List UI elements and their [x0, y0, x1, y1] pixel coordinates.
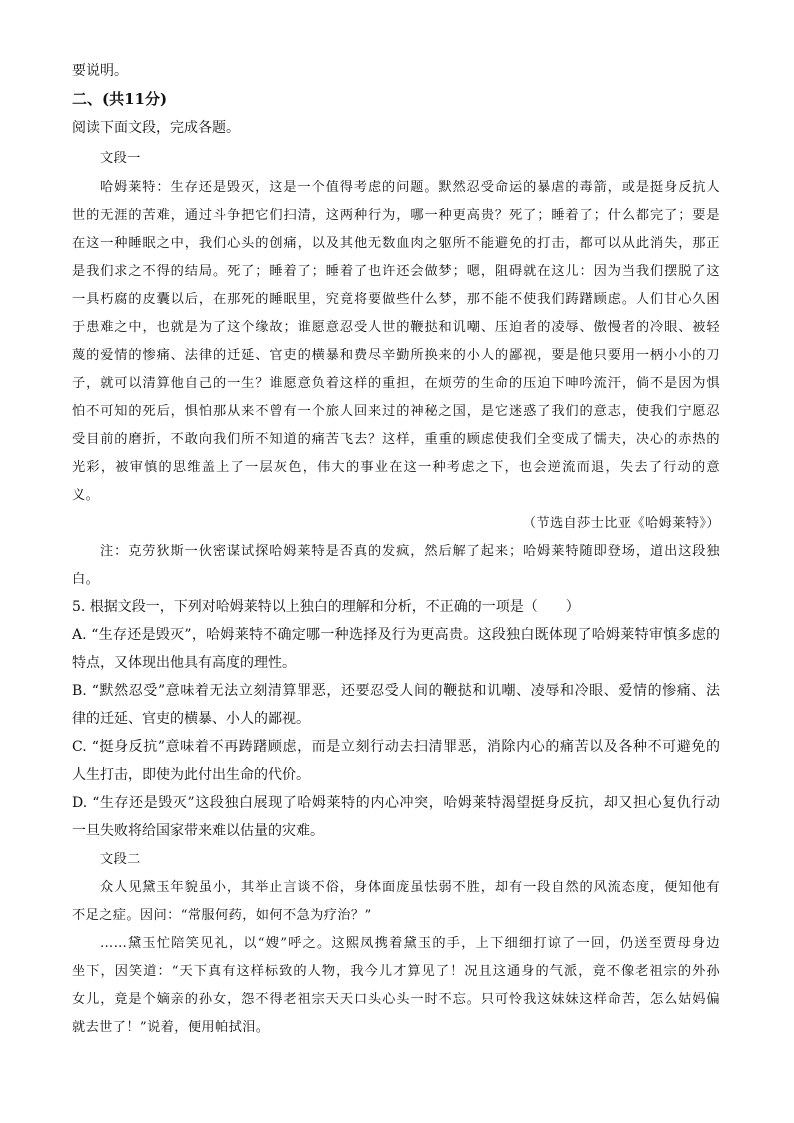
passage2-line: 就去世了！”说着，便用帕拭泪。	[72, 1020, 270, 1035]
question5-option-d: 一旦失败将给国家带来难以估量的灾难。	[72, 823, 324, 839]
instruction-text: 阅读下面文段，完成各题。	[72, 120, 240, 136]
passage2-line: ……黛玉忙陪笑见礼，以“嫂”呼之。这熙凤携着黛玉的手，上下细细打谅了一回，仍送至贾母身边	[100, 936, 720, 951]
passage1-line: 蔑的爱情的惨痛、法律的迁延、官吏的横暴和费尽辛勤所换来的小人的鄙视，要是他只要用一柄小小的刀	[72, 348, 720, 363]
passage1-note: 白。	[72, 572, 100, 587]
question5-option-a: A. “生存还是毁灭”，哈姆莱特不确定哪一种选择及行为更高贵。这段独白既体现了哈姆莱特审慎多虑的	[72, 627, 720, 643]
passage1-line: 是我们求之不得的结局。死了；睡着了；睡着了也许还会做梦；嗯，阻碍就在这儿：因为当我们摆脱了这	[72, 264, 720, 279]
passage2-line: 众人见黛玉年貌虽小，其举止言谈不俗，身体面庞虽怯弱不胜，却有一段自然的风流态度，便知他有	[100, 880, 720, 895]
question5-option-b: 律的迁延、官吏的横暴、小人的鄙视。	[72, 711, 310, 727]
question5-option-c: 人生打击，即使为此付出生命的代价。	[72, 767, 310, 783]
continued-text: 要说明。	[72, 63, 128, 79]
passage2-line: 不足之症。因问：“常服何药，如何不急为疗治？”	[72, 908, 372, 923]
passage2-label: 文段二	[100, 852, 141, 867]
question5-option-d: D. “生存还是毁灭”这段独白展现了哈姆莱特的内心冲突，哈姆莱特渴望挺身反抗，却又担心复仇行动	[72, 795, 720, 811]
passage1-line: 光彩，被审慎的思维盖上了一层灰色，伟大的事业在这一种考虑之下，也会逆流而退，失去了行动的意	[72, 460, 720, 475]
passage1-line: 一具朽腐的皮囊以后，在那死的睡眠里，究竟将要做些什么梦，那不能不使我们踌躇顾虑。人们甘心久困	[72, 292, 720, 307]
passage1-line: 世的无涯的苦难，通过斗争把它们扫清，这两种行为，哪一种更高贵？死了；睡着了；什么都完了；要是	[72, 208, 720, 223]
passage2-line: 坐下，因笑道：“天下真有这样标致的人物，我今儿才算见了！况且这通身的气派，竟不像老祖宗的外孙	[72, 964, 720, 979]
passage1-note: 注：克劳狄斯一伙密谋试探哈姆莱特是否真的发疯，然后解了起来；哈姆莱特随即登场，道出这段独	[100, 544, 720, 559]
question5-option-b: B. “默然忍受”意味着无法立刻清算罪恶，还要忍受人间的鞭挞和讥嘲、凌辱和冷眼、爱情的惨痛、法	[72, 683, 720, 699]
passage1-line: 子，就可以清算他自己的一生？谁愿意负着这样的重担，在烦劳的生命的压迫下呻吟流汗，倘不是因为惧	[72, 376, 720, 391]
passage2-line: 女儿，竟是个嫡亲的孙女，怨不得老祖宗天天口头心头一时不忘。只可怜我这妹妹这样命苦，怎么姑妈偏	[72, 992, 720, 1007]
passage1-line: 哈姆莱特：生存还是毁灭，这是一个值得考虑的问题。默然忍受命运的暴虐的毒箭，或是挺身反抗人	[100, 180, 720, 195]
passage1-line: 在这一种睡眠之中，我们心头的创痛，以及其他无数血肉之躯所不能避免的打击，都可以从此消失，那正	[72, 236, 720, 251]
passage1-line: 受目前的磨折，不敢向我们所不知道的痛苦飞去？这样，重重的顾虑使我们全变成了懦夫，决心的赤热的	[72, 432, 720, 447]
passage1-line: 义。	[72, 488, 100, 503]
passage1-label: 文段一	[100, 151, 141, 166]
passage1-source: （节选自莎士比亚《哈姆莱特》）	[522, 516, 720, 531]
question5-stem: 5. 根据文段一，下列对哈姆莱特以上独白的理解和分析，不正确的一项是（ ）	[72, 599, 580, 615]
passage1-line: 于患难之中，也就是为了这个缘故；谁愿意忍受人世的鞭挞和讥嘲、压迫者的凌辱、傲慢者的冷眼、被轻	[72, 320, 720, 335]
section-header: 二、(共11分)	[72, 90, 168, 108]
question5-option-c: C. “挺身反抗”意味着不再踌躇顾虑，而是立刻行动去扫清罪恶，消除内心的痛苦以及各种不可避免的	[72, 739, 720, 755]
passage1-line: 怕不可知的死后，惧怕那从来不曾有一个旅人回来过的神秘之国，是它迷惑了我们的意志，使我们宁愿忍	[72, 404, 720, 419]
question5-option-a: 特点，又体现出他具有高度的理性。	[72, 655, 296, 671]
